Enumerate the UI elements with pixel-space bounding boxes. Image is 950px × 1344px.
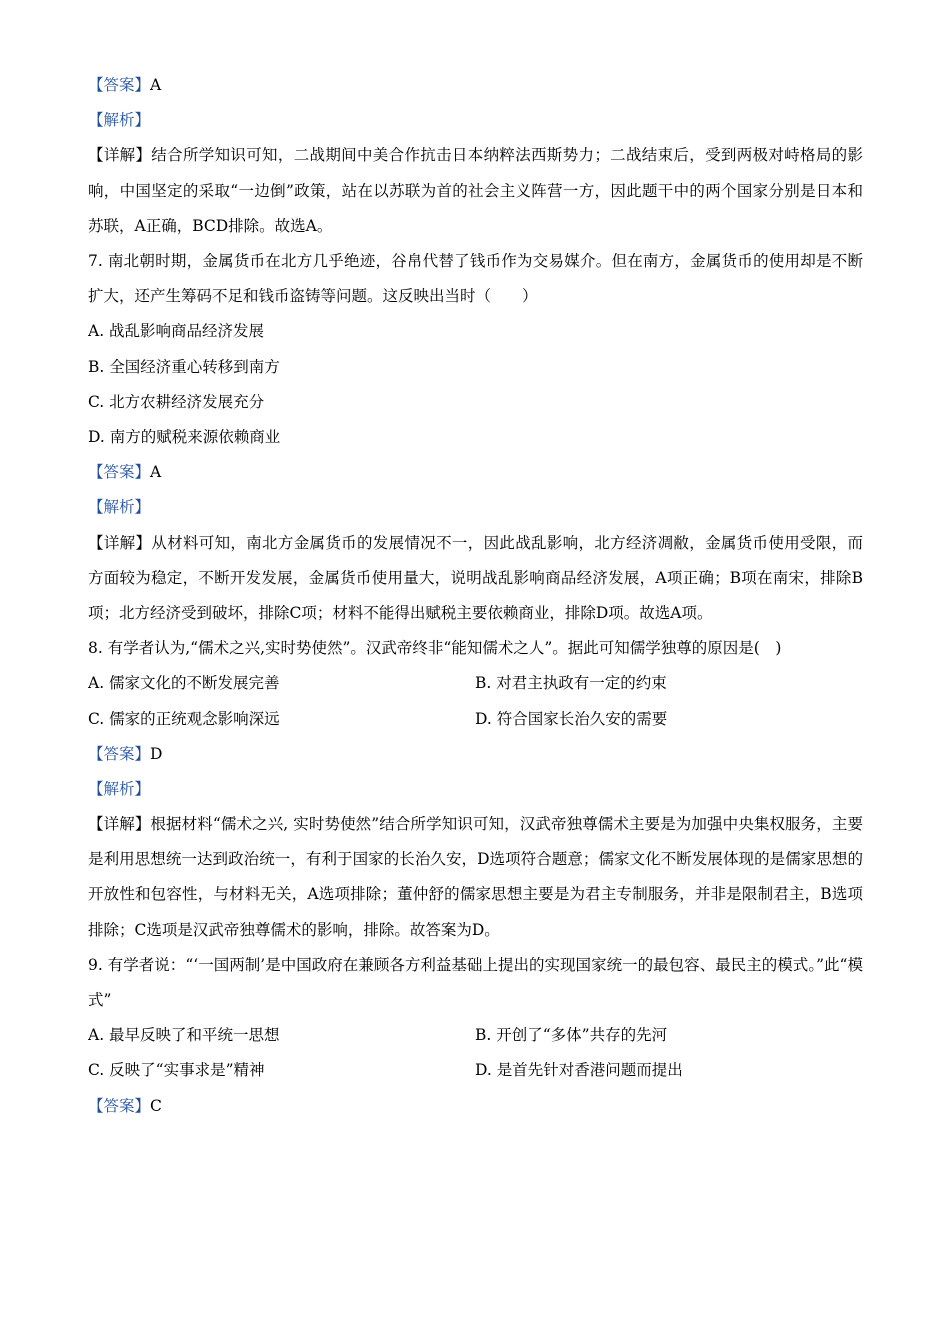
q7-option-b: B. 全国经济重心转移到南方 xyxy=(88,357,280,376)
q7-option-c: C. 北方农耕经济发展充分 xyxy=(88,392,265,411)
answer-tag: 【答案】 xyxy=(88,744,151,763)
q6-detail-text: 结合所学知识可知，二战期间中美合作抗击日本纳粹法西斯势力；二战结束后，受到两极对峙格局的影响，中国坚定的采取“一边倒”政策，站在以苏联为首的社会主义阵营一方，因此题干中的两个国家分别是日本和苏联，A正确，BCD排除。故选A。 xyxy=(88,146,863,235)
analysis-tag: 【解析】 xyxy=(88,498,151,517)
q9-option-c: C. 反映了“实事求是”精神 xyxy=(88,1061,265,1080)
analysis-tag: 【解析】 xyxy=(88,111,151,130)
q7-detail xyxy=(88,526,863,632)
q7-analysis-line xyxy=(88,490,863,525)
q8-answer-line xyxy=(88,737,863,772)
q8-detail xyxy=(88,807,863,948)
detail-tag: 【详解】 xyxy=(88,146,152,165)
q8-answer-value: D xyxy=(150,744,163,763)
analysis-tag: 【解析】 xyxy=(88,779,151,798)
q8-option-d: D. 符合国家长治久安的需要 xyxy=(475,709,668,728)
q9-answer-value: C xyxy=(150,1096,162,1115)
q8-detail-text: 根据材料“儒术之兴, 实时势使然”结合所学知识可知，汉武帝独尊儒术主要是为加强中央集权服务，主要是利用思想统一达到政治统一，有利于国家的长治久安，D选项符合题意；儒家文化不断发展体现的是儒家思想的开放性和包容性，与材料无关，A选项排除；董仲舒的儒家思想主要是为君主专制服务，并非是限制君主，B选项排除；C选项是汉武帝独尊儒术的影响，排除。故答案为D。 xyxy=(88,815,863,939)
q8-option-c: C. 儒家的正统观念影响深远 xyxy=(88,709,280,728)
detail-tag: 【详解】 xyxy=(88,533,152,552)
q8-stem: 8. 有学者认为,“儒术之兴,实时势使然”。汉武帝终非“能知儒术之人”。据此可知儒学独尊的原因是( ) xyxy=(88,639,782,658)
q7-option-d: D. 南方的赋税来源依赖商业 xyxy=(88,427,281,446)
q8-option-a: A. 儒家文化的不断发展完善 xyxy=(88,674,280,693)
q7-option-a: A. 战乱影响商品经济发展 xyxy=(88,322,265,341)
q6-answer-value: A xyxy=(150,76,162,94)
q7-answer-line xyxy=(88,455,863,490)
document-page xyxy=(88,68,863,1124)
q8-options-row-2 xyxy=(88,702,863,737)
q9-option-a: A. 最早反映了和平统一思想 xyxy=(88,1026,280,1045)
q7-detail-text: 从材料可知，南北方金属货币的发展情况不一，因此战乱影响，北方经济凋敝，金属货币使用受限，而方面较为稳定，不断开发发展，金属货币使用量大，说明战乱影响商品经济发展，A项正确；B项在南宋，排除B项；北方经济受到破坏，排除C项；材料不能得出赋税主要依赖商业，排除D项。故选A项。 xyxy=(88,533,863,622)
q6-detail xyxy=(88,138,863,244)
q8-options-row-1 xyxy=(88,666,863,701)
q9-stem: 9. 有学者说：“‘一国两制’是中国政府在兼顾各方利益基础上提出的实现国家统一的最包容、最民主的模式。”此“模式” xyxy=(88,955,863,1010)
q9-options-row-1 xyxy=(88,1018,863,1053)
q9-options-row-2 xyxy=(88,1053,863,1088)
q6-answer-line xyxy=(88,68,863,103)
q7-answer-value: A xyxy=(150,463,162,482)
q7-stem: 7. 南北朝时期，金属货币在北方几乎绝迹，谷帛代替了钱币作为交易媒介。但在南方，金属货币的使用却是不断扩大，还产生筹码不足和钱币盗铸等问题。这反映出当时（ ） xyxy=(88,251,863,306)
q9-answer-line xyxy=(88,1089,863,1124)
answer-tag: 【答案】 xyxy=(88,1096,151,1115)
detail-tag: 【详解】 xyxy=(88,815,151,834)
answer-tag: 【答案】 xyxy=(88,463,151,482)
q9-option-b: B. 开创了“多体”共存的先河 xyxy=(475,1026,668,1045)
q9-option-d: D. 是首先针对香港问题而提出 xyxy=(475,1061,683,1080)
q6-analysis-line xyxy=(88,103,863,138)
answer-tag: 【答案】 xyxy=(88,76,151,94)
q8-analysis-line xyxy=(88,772,863,807)
q8-option-b: B. 对君主执政有一定的约束 xyxy=(475,674,667,693)
